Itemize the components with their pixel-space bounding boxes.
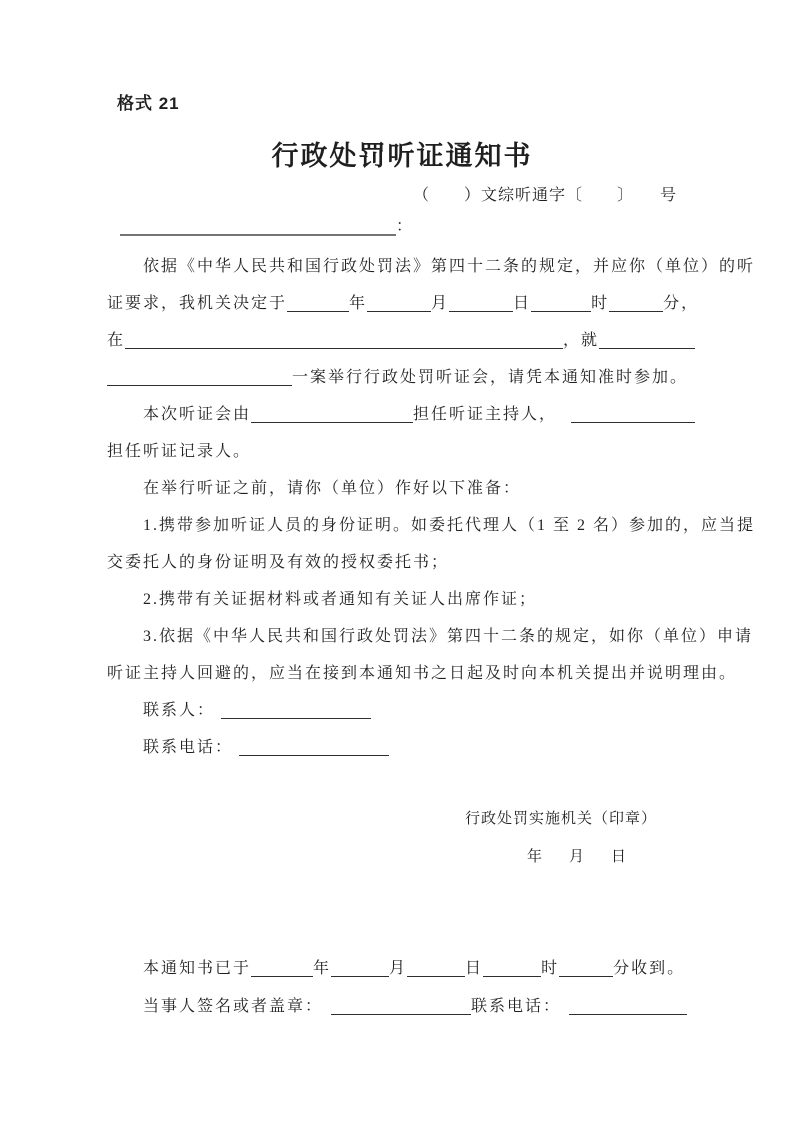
fill-in-blank <box>367 305 431 312</box>
text-segment: 本次听证会由 <box>143 406 252 423</box>
fill-in-blank <box>287 305 349 312</box>
fill-in-blank <box>331 1008 471 1015</box>
fill-in-blank <box>251 970 313 977</box>
text-segment: 年 <box>313 960 332 977</box>
fill-in-blank <box>609 305 663 312</box>
spacer-gap <box>561 1010 569 1011</box>
text-segment: ，就 <box>563 332 600 349</box>
notice-body <box>107 248 756 766</box>
contact-person-line <box>107 692 697 729</box>
item2-line <box>107 581 697 618</box>
text-segment: 年 <box>526 849 543 865</box>
fill-in-blank <box>569 1008 687 1015</box>
text-segment: 听证主持人回避的，应当在接到本通知书之日起及时向本机关提出并说明理由。 <box>107 665 738 682</box>
text-segment: 时 <box>541 960 560 977</box>
fill-in-blank <box>331 970 389 977</box>
item1-line-2 <box>107 544 697 581</box>
text-segment: 联系人： <box>143 702 216 719</box>
fill-in-blank <box>239 749 389 756</box>
seal-authority-line <box>107 800 697 838</box>
fill-in-blank <box>221 712 371 719</box>
text-segment: 担任听证主持人， <box>413 406 558 423</box>
text-segment: ： <box>396 218 415 235</box>
fill-in-blank <box>599 342 695 349</box>
fill-in-blank <box>531 305 591 312</box>
fill-in-blank <box>483 970 541 977</box>
intro-line-1 <box>107 248 756 285</box>
text-segment: 在举行听证之前，请你（单位）作好以下准备： <box>143 480 522 497</box>
spacer-gap <box>557 418 571 419</box>
text-segment: 行政处罚实施机关（印章） <box>464 811 657 827</box>
text-segment: 分收到。 <box>613 960 686 977</box>
contact-phone-line <box>107 729 697 766</box>
host-line-2 <box>107 433 697 470</box>
item1-line-1 <box>107 507 756 544</box>
fill-in-blank <box>407 970 465 977</box>
text-segment: 1.携带参加听证人员的身份证明。如委托代理人（1 至 2 名）参加的，应当提 <box>143 517 756 534</box>
text-segment: 本通知书已于 <box>143 960 252 977</box>
intro-line-4 <box>107 359 697 396</box>
text-segment: 联系电话： <box>143 739 234 756</box>
item3-line-2 <box>107 655 738 692</box>
text-segment: 时 <box>591 295 610 312</box>
addressee-line <box>107 212 697 242</box>
signature-line <box>107 988 697 1026</box>
spacer-gap <box>323 1010 331 1011</box>
fill-in-blank <box>125 342 563 349</box>
spacer-gap <box>543 860 569 861</box>
text-segment: 日 <box>610 849 627 865</box>
text-segment: 一案举行行政处罚听证会，请凭本通知准时参加。 <box>292 369 689 386</box>
fill-in-blank <box>251 416 413 423</box>
prepare-heading-line <box>107 470 697 507</box>
spacer-gap <box>585 860 611 861</box>
text-segment: 月 <box>568 849 585 865</box>
fill-in-blank <box>571 416 695 423</box>
text-segment: 3.依据《中华人民共和国行政处罚法》第四十二条的规定，如你（单位）申请 <box>143 628 754 645</box>
host-line-1 <box>107 396 697 433</box>
page-title: 行政处罚听证通知书 <box>271 141 533 171</box>
receipt-line <box>107 950 697 988</box>
text-segment: 月 <box>431 295 450 312</box>
fill-in-blank <box>449 305 513 312</box>
item3-line-1 <box>107 618 754 655</box>
fill-in-blank <box>120 228 396 236</box>
receipt-acknowledgement-block <box>107 950 697 1026</box>
seal-signature-block <box>107 800 697 876</box>
intro-line-2 <box>107 285 700 322</box>
text-segment: 联系电话： <box>471 998 562 1015</box>
doc-number-line: （ ）文综听通字〔 〕 号 <box>412 187 677 204</box>
text-segment: 交委托人的身份证明及有效的授权委托书； <box>107 554 450 571</box>
text-segment: 证要求，我机关决定于 <box>107 295 288 312</box>
text-segment: 日 <box>513 295 532 312</box>
text-segment: 日 <box>465 960 484 977</box>
fill-in-blank <box>559 970 613 977</box>
seal-date-line <box>107 838 697 876</box>
text-segment: 担任听证记录人。 <box>107 443 252 460</box>
format-label: 格式 21 <box>117 94 180 113</box>
addressee-block <box>107 212 697 242</box>
text-segment: 年 <box>349 295 368 312</box>
fill-in-blank <box>107 379 292 386</box>
text-segment: 分， <box>663 295 700 312</box>
text-segment: 当事人签名或者盖章： <box>143 998 324 1015</box>
text-segment: 在 <box>107 332 126 349</box>
text-segment: 2.携带有关证据材料或者通知有关证人出席作证； <box>143 591 538 608</box>
intro-line-3 <box>107 322 697 359</box>
text-segment: 依据《中华人民共和国行政处罚法》第四十二条的规定，并应你（单位）的听 <box>143 258 756 275</box>
text-segment: 月 <box>389 960 408 977</box>
